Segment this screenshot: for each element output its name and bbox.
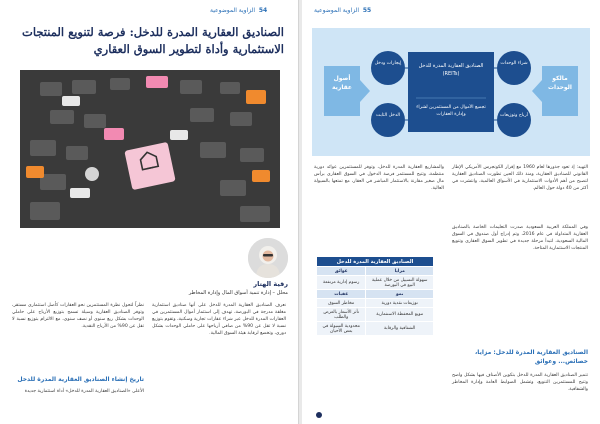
footer-mark [316,412,322,418]
running-header [314,7,371,19]
text-column-left-1: والمشاريع العقارية المدرة للدخل، وتوفر للمستثمرين عوائد دورية منتظمة، وتتيح للمستثمر فرصة الدخول في السوق العقاري برأس مال صغير مقارنة بالاستثمار المباشر في العقار، مع تمتعها بالسيولة العالية. [314,165,444,191]
text-column-right-2: وفي المملكة العربية السعودية صدرت التعليمات الخاصة بالصناديق العقارية المتداولة في عام 2016، وتم إدراج أول صندوق في السوق المالية السعودية، لتبدأ مرحلة جديدة في تطوير السوق العقاري وتنويع المنتجات الاستثمارية المتاحة. [452,225,588,251]
table-cell: رسوم إدارية مرتفعة [317,276,366,290]
section-label: الزاوية الموضوعية [210,7,256,14]
advantages-table [316,256,434,336]
diagram-right-block: مالكو الوحدات [548,75,572,91]
text-column-left-end: الأعلى «الصناديق العقارية المدرة للدخل» أداة استثمارية جديدة [24,389,144,394]
text-column-right: نعرف الصناديق العقارية المدرة للدخل على أنها صناديق استثمارية مغلقة مدرجة في البورصة، تهدف إلى استثمار أموال المستثمرين في العقارات المدرة للدخل عبر شراء عقارات تجارية وسكنية، وتقوم بتوزيع نسبة لا تقل عن 90% من صافي أرباحها على حاملي الوحدات بشكل دوري، وتخضع لرقابة هيئة السوق المالية. [152,303,286,336]
reit-diagram [312,28,590,156]
diagram-circle-bottom-right: أرباح وتوزيعات [500,113,528,118]
left-page [0,0,299,424]
table-subheader: عقبات [317,290,366,299]
text-column-left: نظراً لتحول نظرة المستثمرين نحو العقارات كأصل استثماري مستقر، وتوفر الصناديق العقارية وسيلة تسمح بتوزيع الأرباح على حاملي الوحدات بشكل ربع سنوي أو نصف سنوي، مع الالتزام بتوزيع نسبة لا تقل عن 90% من الأرباح النقدية. [12,303,144,329]
diagram-circle-bottom-left: الدخل الثابت [375,113,401,118]
table-subheader: نمو [366,290,434,299]
table-col-obstacles: عوائق [317,267,366,276]
table-col-advantages: مزايا [366,267,434,276]
page-number: 55 [362,7,372,14]
author-role: محلل – إدارة تنمية أسواق المال وإدارة المخاطر [188,290,288,296]
table-cell: تنويع المحفظة الاستثمارية [366,308,434,322]
table-cell: الشفافية والرقابة [366,322,434,336]
table-cell: سهولة التسييل من خلال عملية البيع في البورصة [366,276,434,290]
author-avatar [248,238,288,278]
table-cell: توزيعات نقدية دورية [366,299,434,308]
diagram-left-block: أصول عقارية [331,75,352,91]
table-cell: مخاطر السوق [317,299,366,308]
page-number: 54 [258,7,268,14]
section-heading: الصناديق العقارية المدرة للدخل: مزايا، خصائص... وعوائق [475,349,588,365]
section-label: الزاوية الموضوعية [314,7,360,14]
table-title: الصناديق العقارية المدرة للدخل [317,257,434,267]
diagram-circle-top-right: شراء الوحدات [500,61,528,66]
author-name: رقية الهتار [253,280,288,288]
text-column-right-3: تتميز الصناديق العقارية المدرة للدخل بتكوين الأصناف فيها بشكل واضح وتتيح للمستثمرين التنويع، وتشمل الضوابط العامة وإدارة المخاطر والشفافية. [452,373,588,392]
diagram-circle-top-left: إيجارات ودخل [374,61,402,66]
article-photo [20,70,280,228]
diagram-center-desc: تجميع الأموال من المستثمرين لشراء وإدارة العقارات [416,105,486,117]
text-column-right-1: التهيد: إذ تعود جذورها لعام 1960 مع إقرار الكونجرس الأمريكي الإطار القانوني للصناديق العقارية، ومنذ ذلك الحين تطورت الصناديق العقارية لتصبح من أهم الأدوات الاستثمارية في الأسواق العالمية، وانتشرت في أكثر من 40 دولة حول العالم. [452,165,588,191]
section-heading: تاريخ إنشاء الصناديق العقارية المدرة للدخل [17,376,144,383]
article-title: الصناديق العقارية المدرة للدخل: فرصة لتنويع المنتجات الاستثمارية وأداة لتطوير السوق العقاري [22,25,284,56]
diagram-center-title: الصناديق العقارية المدرة للدخل (REITs) [418,63,484,77]
author-block [140,238,288,298]
running-header [210,7,267,19]
right-page [302,0,600,424]
table-cell: محدودية السيولة في بعض الأحيان [317,322,366,336]
table-cell: تأثر الأسعار بالعرض والطلب [317,308,366,322]
